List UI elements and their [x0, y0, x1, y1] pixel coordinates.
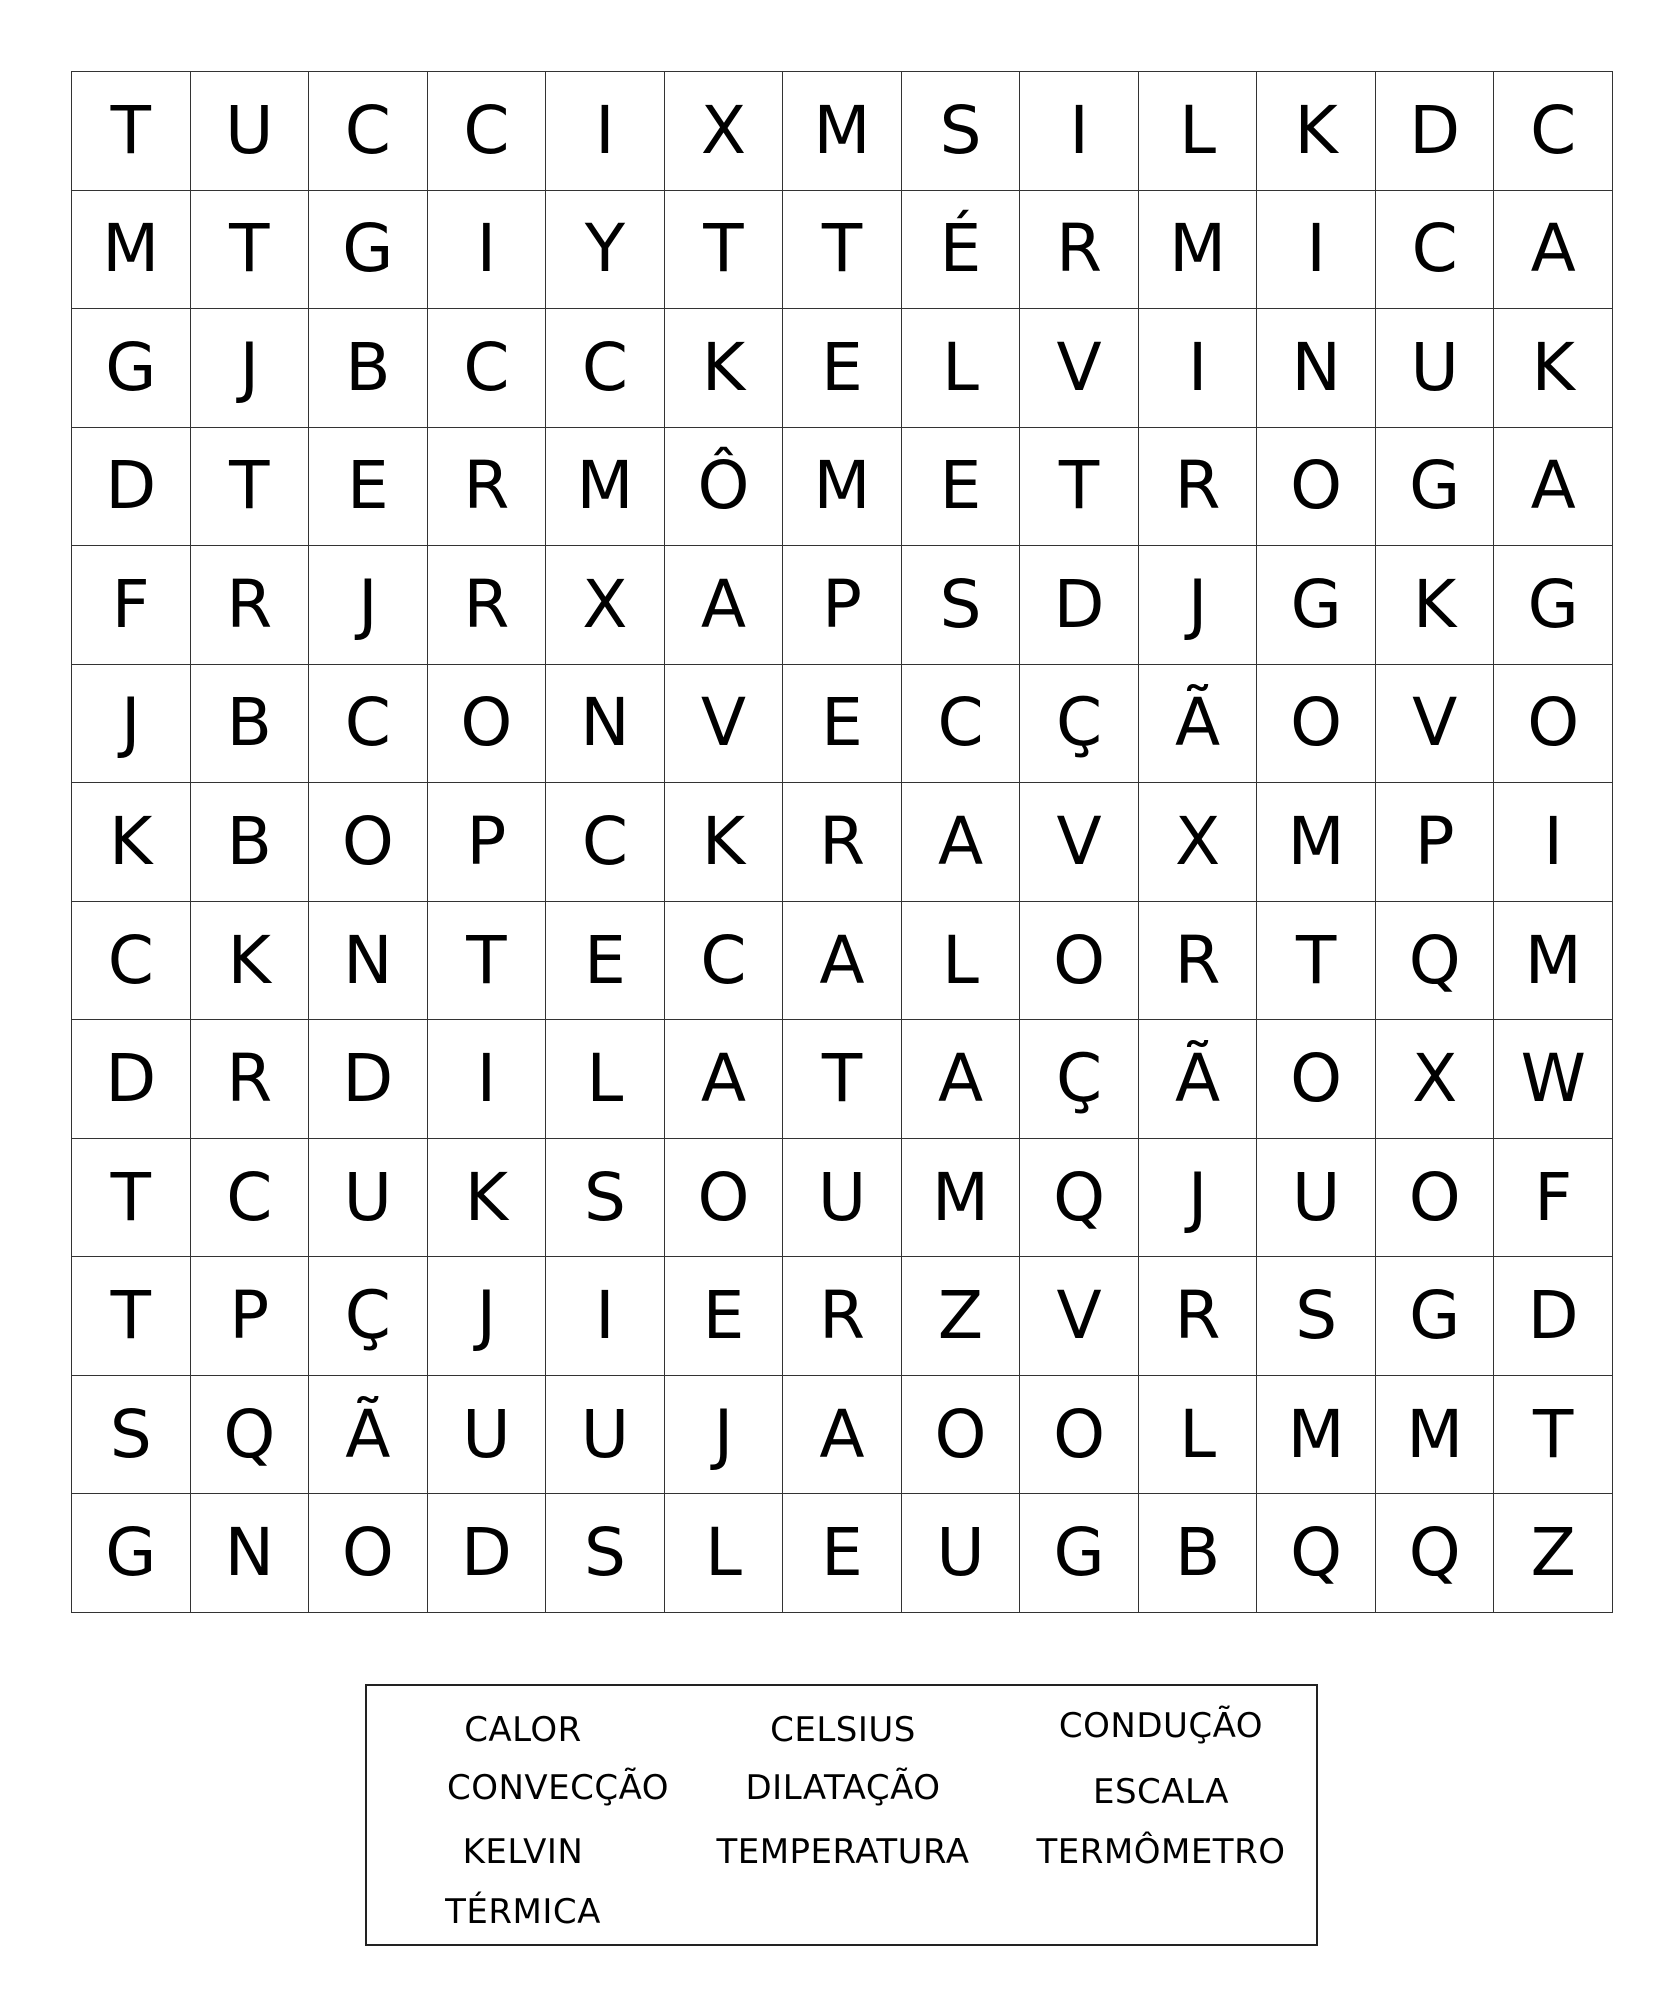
grid-cell[interactable]: D	[72, 1020, 191, 1139]
grid-cell[interactable]: K	[72, 783, 191, 902]
grid-cell[interactable]: C	[665, 902, 784, 1021]
grid-cell[interactable]: Q	[1376, 902, 1495, 1021]
grid-cell[interactable]: Ç	[1020, 1020, 1139, 1139]
grid-cell[interactable]: E	[665, 1257, 784, 1376]
grid-cell[interactable]: A	[783, 902, 902, 1021]
grid-cell[interactable]: I	[546, 1257, 665, 1376]
grid-cell[interactable]: G	[309, 191, 428, 310]
grid-cell[interactable]: M	[783, 428, 902, 547]
grid-cell[interactable]: K	[1376, 546, 1495, 665]
grid-cell[interactable]: L	[902, 309, 1021, 428]
grid-cell[interactable]: T	[1257, 902, 1376, 1021]
grid-cell[interactable]: E	[783, 665, 902, 784]
grid-cell[interactable]: O	[309, 1494, 428, 1613]
grid-cell[interactable]: O	[1257, 1020, 1376, 1139]
grid-cell[interactable]: O	[1494, 665, 1613, 784]
grid-cell[interactable]: T	[665, 191, 784, 310]
grid-cell[interactable]: G	[1376, 428, 1495, 547]
grid-cell[interactable]: C	[191, 1139, 310, 1258]
grid-cell[interactable]: M	[1257, 783, 1376, 902]
grid-cell[interactable]: T	[72, 72, 191, 191]
grid-cell[interactable]: C	[72, 902, 191, 1021]
word-item: TEMPERATURA	[716, 1832, 970, 1872]
grid-cell[interactable]: D	[309, 1020, 428, 1139]
grid-cell[interactable]: V	[1020, 309, 1139, 428]
grid-cell[interactable]: B	[191, 783, 310, 902]
grid-cell[interactable]: O	[665, 1139, 784, 1258]
grid-cell[interactable]: R	[191, 1020, 310, 1139]
grid-cell[interactable]: E	[783, 309, 902, 428]
grid-cell[interactable]: K	[665, 309, 784, 428]
grid-cell[interactable]: K	[1494, 309, 1613, 428]
grid-cell[interactable]: J	[309, 546, 428, 665]
grid-cell[interactable]: C	[309, 665, 428, 784]
grid-cell[interactable]: O	[1376, 1139, 1495, 1258]
grid-cell[interactable]: Ç	[309, 1257, 428, 1376]
word-item: ESCALA	[1092, 1772, 1230, 1812]
grid-cell[interactable]: Ã	[1139, 665, 1258, 784]
grid-cell[interactable]: Y	[546, 191, 665, 310]
grid-cell[interactable]: R	[1139, 1257, 1258, 1376]
grid-cell[interactable]: N	[546, 665, 665, 784]
grid-cell[interactable]: A	[1494, 428, 1613, 547]
grid-cell[interactable]: A	[783, 1376, 902, 1495]
grid-cell[interactable]: J	[1139, 1139, 1258, 1258]
grid-cell[interactable]: V	[1020, 783, 1139, 902]
grid-cell[interactable]: C	[902, 665, 1021, 784]
grid-cell[interactable]: O	[309, 783, 428, 902]
grid-cell[interactable]: A	[665, 1020, 784, 1139]
grid-cell[interactable]: R	[428, 546, 547, 665]
grid-cell[interactable]: G	[1494, 546, 1613, 665]
grid-cell[interactable]: U	[546, 1376, 665, 1495]
grid-cell[interactable]: L	[902, 902, 1021, 1021]
grid-cell[interactable]: S	[546, 1139, 665, 1258]
grid-cell[interactable]: M	[1257, 1376, 1376, 1495]
grid-cell[interactable]: R	[1020, 191, 1139, 310]
grid-cell[interactable]: U	[1376, 309, 1495, 428]
grid-cell[interactable]: O	[1020, 1376, 1139, 1495]
grid-cell[interactable]: T	[428, 902, 547, 1021]
grid-cell[interactable]: U	[191, 72, 310, 191]
grid-cell[interactable]: K	[665, 783, 784, 902]
grid-cell[interactable]: J	[191, 309, 310, 428]
word-item: CONVECÇÃO	[446, 1768, 670, 1808]
grid-cell[interactable]: C	[428, 309, 547, 428]
grid-cell[interactable]: P	[783, 546, 902, 665]
grid-cell[interactable]: K	[1257, 72, 1376, 191]
grid-cell[interactable]: U	[428, 1376, 547, 1495]
grid-cell[interactable]: Q	[1376, 1494, 1495, 1613]
grid-cell[interactable]: R	[191, 546, 310, 665]
word-item: TERMÔMETRO	[1036, 1832, 1286, 1872]
grid-cell[interactable]: O	[1257, 665, 1376, 784]
grid-cell[interactable]: R	[783, 1257, 902, 1376]
grid-cell[interactable]: P	[1376, 783, 1495, 902]
grid-cell[interactable]: U	[902, 1494, 1021, 1613]
word-item: CELSIUS	[770, 1710, 916, 1750]
word-item: CONDUÇÃO	[1058, 1706, 1264, 1746]
grid-cell[interactable]: D	[72, 428, 191, 547]
grid-cell[interactable]: A	[665, 546, 784, 665]
grid-cell[interactable]: A	[902, 783, 1021, 902]
grid-cell[interactable]: P	[191, 1257, 310, 1376]
grid-cell[interactable]: U	[783, 1139, 902, 1258]
grid-cell[interactable]: Ã	[309, 1376, 428, 1495]
grid-cell[interactable]: X	[1139, 783, 1258, 902]
grid-cell[interactable]: F	[1494, 1139, 1613, 1258]
word-item: CALOR	[464, 1710, 582, 1750]
grid-cell[interactable]: M	[72, 191, 191, 310]
grid-cell[interactable]: M	[1139, 191, 1258, 310]
grid-cell[interactable]: S	[1257, 1257, 1376, 1376]
grid-cell[interactable]: L	[1139, 1376, 1258, 1495]
grid-cell[interactable]: J	[428, 1257, 547, 1376]
grid-cell[interactable]: O	[902, 1376, 1021, 1495]
grid-cell[interactable]: T	[783, 191, 902, 310]
grid-cell[interactable]: W	[1494, 1020, 1613, 1139]
grid-cell[interactable]: X	[1376, 1020, 1495, 1139]
grid-cell[interactable]: T	[1020, 428, 1139, 547]
grid-cell[interactable]: X	[546, 546, 665, 665]
grid-cell[interactable]: O	[428, 665, 547, 784]
grid-cell[interactable]: G	[1020, 1494, 1139, 1613]
grid-cell[interactable]: S	[546, 1494, 665, 1613]
grid-cell[interactable]: E	[546, 902, 665, 1021]
grid-cell[interactable]: M	[546, 428, 665, 547]
grid-cell[interactable]: M	[1376, 1376, 1495, 1495]
grid-cell[interactable]: J	[665, 1376, 784, 1495]
grid-cell[interactable]: A	[1494, 191, 1613, 310]
grid-cell[interactable]: P	[428, 783, 547, 902]
grid-cell[interactable]: D	[428, 1494, 547, 1613]
grid-cell[interactable]: Q	[191, 1376, 310, 1495]
grid-cell[interactable]: U	[1257, 1139, 1376, 1258]
word-list	[365, 1684, 1318, 1946]
grid-cell[interactable]: S	[902, 72, 1021, 191]
grid-cell[interactable]: M	[783, 72, 902, 191]
grid-cell[interactable]: M	[902, 1139, 1021, 1258]
grid-cell[interactable]: T	[1494, 1376, 1613, 1495]
grid-cell[interactable]: C	[1494, 72, 1613, 191]
grid-cell[interactable]: I	[428, 1020, 547, 1139]
grid-cell[interactable]: I	[546, 72, 665, 191]
grid-cell[interactable]: L	[546, 1020, 665, 1139]
grid-cell[interactable]: Z	[902, 1257, 1021, 1376]
grid-cell[interactable]: I	[1020, 72, 1139, 191]
grid-cell[interactable]: I	[1494, 783, 1613, 902]
grid-cell[interactable]: C	[546, 309, 665, 428]
grid-cell[interactable]: J	[1139, 546, 1258, 665]
grid-cell[interactable]: I	[1139, 309, 1258, 428]
grid-cell[interactable]: R	[1139, 902, 1258, 1021]
grid-cell[interactable]: É	[902, 191, 1021, 310]
grid-cell[interactable]: C	[546, 783, 665, 902]
grid-cell[interactable]: G	[1376, 1257, 1495, 1376]
grid-cell[interactable]: T	[191, 428, 310, 547]
grid-cell[interactable]: G	[72, 309, 191, 428]
grid-cell[interactable]: R	[1139, 428, 1258, 547]
grid-cell[interactable]: L	[1139, 72, 1258, 191]
grid-cell[interactable]: C	[309, 72, 428, 191]
grid-cell[interactable]: L	[665, 1494, 784, 1613]
grid-cell[interactable]: M	[1494, 902, 1613, 1021]
grid-cell[interactable]: I	[428, 191, 547, 310]
grid-cell[interactable]: C	[1376, 191, 1495, 310]
grid-cell[interactable]: E	[902, 428, 1021, 547]
grid-cell[interactable]: V	[665, 665, 784, 784]
grid-cell[interactable]: D	[1020, 546, 1139, 665]
grid-cell[interactable]: N	[1257, 309, 1376, 428]
grid-cell[interactable]: F	[72, 546, 191, 665]
grid-cell[interactable]: S	[72, 1376, 191, 1495]
grid-cell[interactable]: E	[783, 1494, 902, 1613]
grid-cell[interactable]: K	[191, 902, 310, 1021]
word-item: DILATAÇÃO	[745, 1768, 941, 1808]
grid-cell[interactable]: Q	[1257, 1494, 1376, 1613]
grid-cell[interactable]: V	[1376, 665, 1495, 784]
grid-cell[interactable]: G	[1257, 546, 1376, 665]
grid-cell[interactable]: N	[191, 1494, 310, 1613]
grid-cell[interactable]: G	[72, 1494, 191, 1613]
grid-cell[interactable]: A	[902, 1020, 1021, 1139]
grid-cell[interactable]: I	[1257, 191, 1376, 310]
grid-cell[interactable]: R	[428, 428, 547, 547]
grid-cell[interactable]: O	[1257, 428, 1376, 547]
grid-cell[interactable]: U	[309, 1139, 428, 1258]
grid-cell[interactable]: B	[1139, 1494, 1258, 1613]
grid-cell[interactable]: E	[309, 428, 428, 547]
grid-cell[interactable]: R	[783, 783, 902, 902]
grid-cell[interactable]: D	[1376, 72, 1495, 191]
grid-cell[interactable]: T	[783, 1020, 902, 1139]
letter-grid	[71, 71, 1613, 1613]
grid-cell[interactable]: C	[428, 72, 547, 191]
grid-cell[interactable]: O	[1020, 902, 1139, 1021]
grid-cell[interactable]: V	[1020, 1257, 1139, 1376]
grid-cell[interactable]: Z	[1494, 1494, 1613, 1613]
grid-cell[interactable]: T	[72, 1139, 191, 1258]
grid-cell[interactable]: T	[72, 1257, 191, 1376]
word-item: KELVIN	[462, 1832, 584, 1872]
grid-cell[interactable]: Ç	[1020, 665, 1139, 784]
grid-cell[interactable]: T	[191, 191, 310, 310]
grid-cell[interactable]: Ô	[665, 428, 784, 547]
grid-cell[interactable]: S	[902, 546, 1021, 665]
grid-cell[interactable]: J	[72, 665, 191, 784]
grid-cell[interactable]: D	[1494, 1257, 1613, 1376]
word-item: TÉRMICA	[445, 1892, 601, 1932]
grid-cell[interactable]: B	[309, 309, 428, 428]
grid-cell[interactable]: Ã	[1139, 1020, 1258, 1139]
grid-cell[interactable]: Q	[1020, 1139, 1139, 1258]
grid-cell[interactable]: K	[428, 1139, 547, 1258]
grid-cell[interactable]: X	[665, 72, 784, 191]
grid-cell[interactable]: B	[191, 665, 310, 784]
grid-cell[interactable]: N	[309, 902, 428, 1021]
